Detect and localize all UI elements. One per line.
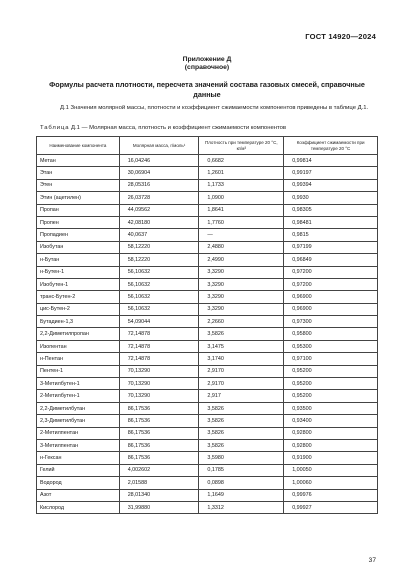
cell-compressibility: 0,97300	[284, 316, 378, 328]
cell-density: 1,0900	[199, 192, 284, 204]
cell-compressibility: 0,9815	[284, 229, 378, 241]
cell-compressibility: 0,98305	[284, 204, 378, 216]
cell-molar-mass: 70,13290	[119, 390, 199, 402]
cell-density: 3,3290	[199, 278, 284, 290]
table-row	[37, 415, 378, 427]
cell-component: Водород	[37, 477, 120, 489]
cell-density: —	[199, 229, 284, 241]
table-row	[37, 278, 378, 290]
cell-compressibility: 0,95800	[284, 328, 378, 340]
cell-density: 3,5826	[199, 328, 284, 340]
cell-component: Гелий	[37, 464, 120, 476]
cell-compressibility: 0,97200	[284, 278, 378, 290]
cell-molar-mass: 40,0637	[119, 229, 199, 241]
cell-compressibility: 1,00050	[284, 464, 378, 476]
cell-compressibility: 0,96849	[284, 254, 378, 266]
cell-compressibility: 0,95300	[284, 340, 378, 352]
cell-compressibility: 0,93400	[284, 415, 378, 427]
cell-compressibility: 0,98481	[284, 216, 378, 228]
cell-density: 3,3290	[199, 291, 284, 303]
cell-compressibility: 0,99197	[284, 167, 378, 179]
cell-molar-mass: 58,12220	[119, 241, 199, 253]
cell-compressibility: 0,99927	[284, 501, 378, 513]
cell-molar-mass: 56,10632	[119, 266, 199, 278]
cell-component: н-Пентан	[37, 353, 120, 365]
cell-compressibility: 0,96900	[284, 291, 378, 303]
cell-molar-mass: 86,17536	[119, 427, 199, 439]
header-molar-mass: Молярная масса, г/моль¹	[119, 137, 199, 155]
cell-density: 2,9170	[199, 365, 284, 377]
appendix-subtitle: (справочное)	[184, 64, 230, 71]
table-caption	[40, 124, 376, 132]
cell-compressibility: 0,95200	[284, 390, 378, 402]
table-row	[37, 340, 378, 352]
cell-molar-mass: 30,06904	[119, 167, 199, 179]
cell-molar-mass: 58,12220	[119, 254, 199, 266]
cell-component: 2-Метилпентан	[37, 427, 120, 439]
cell-component: транс-Бутен-2	[37, 291, 120, 303]
cell-compressibility: 0,97199	[284, 241, 378, 253]
table-row	[37, 439, 378, 451]
cell-density: 1,1733	[199, 179, 284, 191]
table-row	[37, 303, 378, 315]
cell-component: 3-Метилбутен-1	[37, 378, 120, 390]
table-row	[37, 229, 378, 241]
cell-component: Кислород	[37, 501, 120, 513]
table-row	[37, 402, 378, 414]
cell-density: 3,5826	[199, 439, 284, 451]
table-row	[37, 464, 378, 476]
table-row	[37, 316, 378, 328]
cell-compressibility: 0,99814	[284, 155, 378, 167]
table-caption-text: Д.1 — Молярная масса, плотность и коэффициент сжимаемости компонентов	[71, 125, 287, 131]
cell-component: н-Бутан	[37, 254, 120, 266]
cell-compressibility: 0,95200	[284, 365, 378, 377]
table-row	[37, 378, 378, 390]
cell-component: Азот	[37, 489, 120, 501]
table-row	[37, 328, 378, 340]
cell-molar-mass: 42,08180	[119, 216, 199, 228]
cell-component: Этен	[37, 179, 120, 191]
cell-compressibility: 1,00060	[284, 477, 378, 489]
cell-compressibility: 0,93500	[284, 402, 378, 414]
cell-density: 1,1649	[199, 489, 284, 501]
header-density: Плотность при температуре 20 °С, кг/м³	[199, 137, 284, 155]
table-row	[37, 489, 378, 501]
cell-compressibility: 0,96900	[284, 303, 378, 315]
cell-molar-mass: 4,002602	[119, 464, 199, 476]
table-row	[37, 353, 378, 365]
table-row	[37, 167, 378, 179]
cell-density: 1,3312	[199, 501, 284, 513]
cell-component: 2-Метилбутен-1	[37, 390, 120, 402]
cell-molar-mass: 28,01340	[119, 489, 199, 501]
table-caption-label: Таблица	[40, 125, 70, 131]
cell-molar-mass: 56,10632	[119, 278, 199, 290]
cell-molar-mass: 31,99880	[119, 501, 199, 513]
cell-component: Метан	[37, 155, 120, 167]
cell-compressibility: 0,97200	[284, 266, 378, 278]
page-number: 37	[368, 557, 376, 564]
cell-component: н-Бутен-1	[37, 266, 120, 278]
cell-component: Бутадиен-1,3	[37, 316, 120, 328]
table-row	[37, 365, 378, 377]
table-row	[37, 192, 378, 204]
cell-density: 1,8641	[199, 204, 284, 216]
components-table	[36, 136, 378, 514]
cell-density: 2,917	[199, 390, 284, 402]
cell-density: 0,6682	[199, 155, 284, 167]
table-row	[37, 501, 378, 513]
cell-component: Этан	[37, 167, 120, 179]
header-compressibility: Коэффициент сжимаемости при температуре 20 °С	[284, 137, 378, 155]
cell-density: 3,5826	[199, 402, 284, 414]
cell-density: 3,5980	[199, 452, 284, 464]
cell-molar-mass: 70,13290	[119, 378, 199, 390]
cell-density: 2,4990	[199, 254, 284, 266]
cell-component: Этин (ацетилен)	[37, 192, 120, 204]
main-title: Формулы расчета плотности, пересчета значений состава газовых смесей, справочные данные	[49, 80, 365, 99]
cell-compressibility: 0,95200	[284, 378, 378, 390]
table-row	[37, 204, 378, 216]
cell-compressibility: 0,99976	[284, 489, 378, 501]
cell-density: 2,4880	[199, 241, 284, 253]
cell-density: 3,5826	[199, 415, 284, 427]
table-row	[37, 477, 378, 489]
cell-component: Пропадиен	[37, 229, 120, 241]
header-component: Наименование компонента	[37, 137, 120, 155]
cell-component: цис-Бутен-2	[37, 303, 120, 315]
table-row	[37, 216, 378, 228]
cell-compressibility: 0,91900	[284, 452, 378, 464]
cell-molar-mass: 2,01588	[119, 477, 199, 489]
table-row	[37, 241, 378, 253]
cell-component: Изопентан	[37, 340, 120, 352]
cell-molar-mass: 86,17536	[119, 402, 199, 414]
table-row	[37, 291, 378, 303]
cell-molar-mass: 56,10632	[119, 303, 199, 315]
cell-molar-mass: 28,05316	[119, 179, 199, 191]
table-row	[37, 390, 378, 402]
cell-compressibility: 0,99394	[284, 179, 378, 191]
cell-density: 3,3290	[199, 303, 284, 315]
cell-component: 2,3-Диметилбутан	[37, 415, 120, 427]
cell-molar-mass: 86,17536	[119, 452, 199, 464]
cell-density: 3,3290	[199, 266, 284, 278]
cell-component: 3-Метилпентан	[37, 439, 120, 451]
table-row	[37, 155, 378, 167]
table-header-row	[37, 137, 378, 155]
cell-component: Пропан	[37, 204, 120, 216]
cell-component: н-Гексан	[37, 452, 120, 464]
table-body	[37, 155, 378, 514]
cell-molar-mass: 86,17536	[119, 415, 199, 427]
table-row	[37, 179, 378, 191]
cell-component: 2,2-Диметилпропан	[37, 328, 120, 340]
cell-density: 3,1740	[199, 353, 284, 365]
cell-compressibility: 0,97100	[284, 353, 378, 365]
intro-paragraph: Д.1 Значения молярной массы, плотности и коэффициент сжимаемости компонентов приведены в таблице Д.1.	[60, 105, 369, 111]
cell-density: 2,9170	[199, 378, 284, 390]
cell-density: 0,1785	[199, 464, 284, 476]
cell-component: Пропен	[37, 216, 120, 228]
cell-density: 1,2601	[199, 167, 284, 179]
cell-density: 2,2660	[199, 316, 284, 328]
cell-molar-mass: 72,14878	[119, 340, 199, 352]
cell-molar-mass: 16,04246	[119, 155, 199, 167]
table-row	[37, 254, 378, 266]
cell-density: 1,7760	[199, 216, 284, 228]
table-row	[37, 266, 378, 278]
cell-molar-mass: 72,14878	[119, 353, 199, 365]
cell-density: 0,0898	[199, 477, 284, 489]
cell-molar-mass: 26,03728	[119, 192, 199, 204]
table-row	[37, 427, 378, 439]
table-row	[37, 452, 378, 464]
cell-compressibility: 0,9930	[284, 192, 378, 204]
cell-component: Изобутан	[37, 241, 120, 253]
cell-molar-mass: 72,14878	[119, 328, 199, 340]
cell-molar-mass: 54,09044	[119, 316, 199, 328]
cell-molar-mass: 70,13290	[119, 365, 199, 377]
cell-molar-mass: 44,09562	[119, 204, 199, 216]
cell-density: 3,1475	[199, 340, 284, 352]
cell-molar-mass: 56,10632	[119, 291, 199, 303]
cell-component: 2,2-Диметилбутан	[37, 402, 120, 414]
cell-component: Изобутен-1	[37, 278, 120, 290]
cell-molar-mass: 86,17536	[119, 439, 199, 451]
cell-component: Пентен-1	[37, 365, 120, 377]
cell-compressibility: 0,92800	[284, 427, 378, 439]
standard-code: ГОСТ 14920—2024	[305, 32, 376, 41]
cell-density: 3,5826	[199, 427, 284, 439]
appendix-title: Приложение Д	[182, 56, 232, 63]
cell-compressibility: 0,92800	[284, 439, 378, 451]
